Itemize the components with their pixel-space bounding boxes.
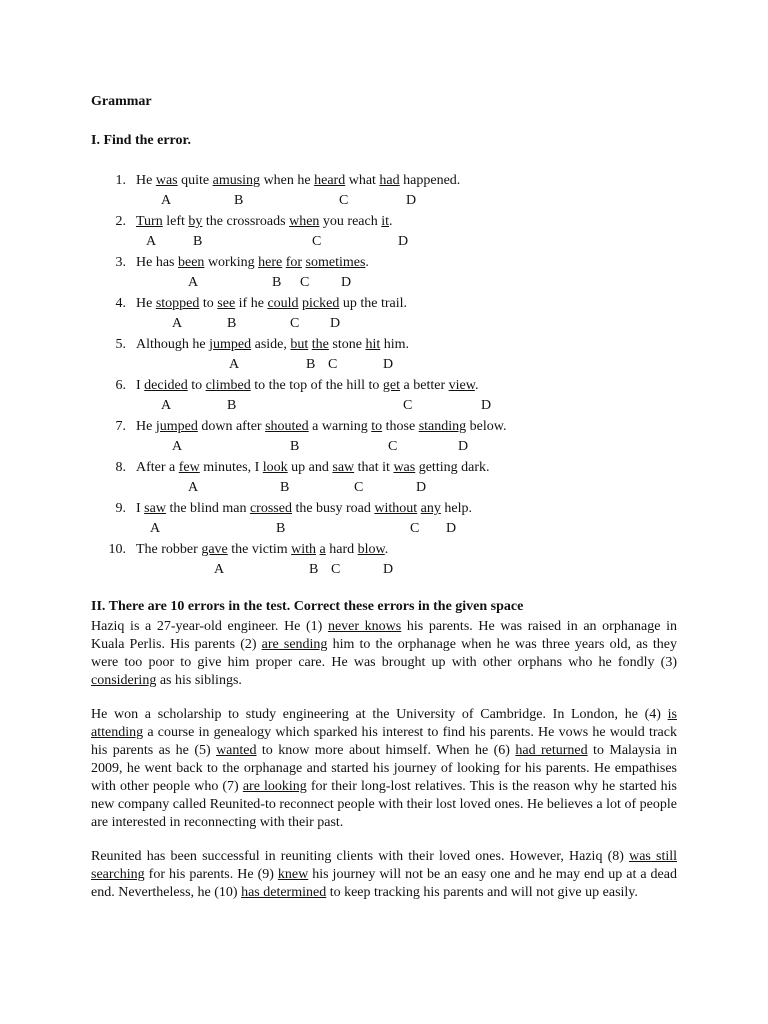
text-segment: up the trail. [339, 296, 408, 311]
option-letter: C [300, 275, 310, 290]
option-letter: D [406, 193, 417, 208]
underlined-segment: Turn [136, 214, 163, 229]
text-segment: I [136, 501, 145, 516]
page-title: Grammar [91, 94, 152, 109]
passage-paragraph-2 [91, 706, 677, 832]
item-number: 9. [115, 501, 126, 516]
text-segment: . [474, 378, 479, 393]
underlined-segment: see [217, 296, 236, 311]
text-segment: down after [197, 419, 266, 434]
text-segment: help. [440, 501, 472, 516]
underlined-segment: has determined [241, 885, 327, 900]
text-segment: . [365, 255, 369, 270]
underlined-segment: here [258, 255, 283, 270]
underlined-segment: shouted [265, 419, 309, 434]
option-letter: D [383, 562, 394, 577]
item-number: 3. [115, 255, 126, 270]
item-sentence [136, 460, 489, 475]
text-segment: hard [325, 542, 358, 557]
underlined-segment: was [155, 173, 178, 188]
underlined-segment: hit [365, 337, 381, 352]
option-letter: A [161, 398, 172, 413]
underlined-segment: are looking [242, 779, 307, 794]
item-sentence [136, 214, 393, 229]
underlined-segment: look [262, 460, 288, 475]
underlined-segment: had [379, 173, 400, 188]
option-letter: B [280, 480, 290, 495]
option-letters [0, 397, 768, 415]
underlined-segment: gave [201, 542, 228, 557]
text-segment: below. [466, 419, 507, 434]
text-segment: the blind man [165, 501, 250, 516]
item-sentence [136, 296, 407, 311]
section-1-heading: I. Find the error. [91, 133, 191, 148]
text-segment: that it [354, 460, 394, 475]
option-letter: C [388, 439, 398, 454]
section-2-heading: II. There are 10 errors in the test. Correct these errors in the given space [91, 599, 524, 614]
item-sentence [136, 501, 472, 516]
text-segment: Although he [136, 337, 210, 352]
text-segment: quite [177, 173, 213, 188]
option-letter: D [341, 275, 352, 290]
underlined-segment: are sending [261, 637, 328, 652]
text-segment: to keep tracking his parents and will not give up easily. [326, 885, 638, 900]
option-letter: A [172, 316, 183, 331]
text-segment: when he [260, 173, 315, 188]
underlined-segment: stopped [155, 296, 200, 311]
item-number: 4. [115, 296, 126, 311]
option-letters [0, 192, 768, 210]
text-segment: minutes, I [199, 460, 263, 475]
option-letter: D [481, 398, 492, 413]
text-segment: the busy road [291, 501, 375, 516]
underlined-segment: for [285, 255, 303, 270]
underlined-segment: sometimes [305, 255, 366, 270]
option-letter: B [234, 193, 244, 208]
option-letter: A [214, 562, 225, 577]
option-letter: A [172, 439, 183, 454]
text-segment: He [136, 173, 156, 188]
error-item [108, 541, 389, 559]
underlined-segment: without [374, 501, 418, 516]
option-letter: C [354, 480, 364, 495]
option-letter: C [403, 398, 413, 413]
text-segment: to [199, 296, 218, 311]
text-segment: to Malaysia in 2009, he went back to the orphanage and started his journey of looking for his parents. He empathises with other people who (7) [91, 743, 677, 794]
underlined-segment: get [382, 378, 401, 393]
text-segment: . [384, 542, 389, 557]
underlined-segment: when [289, 214, 320, 229]
text-segment: aside, [251, 337, 291, 352]
option-letters [0, 233, 768, 251]
error-item [115, 377, 479, 395]
underlined-segment: knew [277, 867, 309, 882]
text-segment: if he [235, 296, 268, 311]
underlined-segment: jumped [155, 419, 198, 434]
text-segment: He [136, 419, 156, 434]
underlined-segment: the [311, 337, 329, 352]
option-letter: C [331, 562, 341, 577]
passage-paragraph-1 [91, 618, 677, 690]
underlined-segment: amusing [212, 173, 261, 188]
option-letter: D [458, 439, 469, 454]
error-item [115, 213, 393, 231]
option-letters [0, 438, 768, 456]
text-segment: the victim [227, 542, 292, 557]
text-segment: his parents. He was raised in an orphanage in Kuala Perlis. His parents (2) [91, 619, 677, 652]
item-sentence [136, 419, 506, 434]
text-segment: as his siblings. [156, 673, 242, 688]
option-letter: B [227, 316, 237, 331]
text-segment: left [162, 214, 189, 229]
error-item [115, 295, 408, 313]
underlined-segment: never knows [327, 619, 402, 634]
text-segment: him to the orphanage when he was three years old, as they were too poor to give him proper care. He was brought up with other orphans who he fondly (3) [91, 637, 677, 670]
option-letter: D [446, 521, 457, 536]
text-segment: the crossroads [202, 214, 290, 229]
text-segment: I [136, 378, 145, 393]
text-segment: what [345, 173, 380, 188]
text-segment: to [187, 378, 206, 393]
option-letter: D [398, 234, 409, 249]
option-letter: B [309, 562, 319, 577]
underlined-segment: was still searching [91, 849, 678, 882]
underlined-segment: by [188, 214, 203, 229]
underlined-segment: a [319, 542, 326, 557]
underlined-segment: but [290, 337, 309, 352]
underlined-segment: climbed [205, 378, 251, 393]
option-letters [0, 561, 768, 579]
underlined-segment: picked [302, 296, 340, 311]
option-letter: A [188, 480, 199, 495]
underlined-segment: saw [144, 501, 166, 516]
text-segment: to the top of the hill to [250, 378, 383, 393]
option-letters [0, 315, 768, 333]
option-letter: A [146, 234, 157, 249]
text-segment: After a [136, 460, 179, 475]
item-sentence [136, 542, 388, 557]
underlined-segment: with [291, 542, 317, 557]
option-letter: C [290, 316, 300, 331]
option-letter: C [312, 234, 322, 249]
text-segment: to know more about himself. When he (6) [256, 743, 516, 758]
text-segment: working [204, 255, 259, 270]
option-letter: B [276, 521, 286, 536]
option-letter: C [410, 521, 420, 536]
underlined-segment: wanted [216, 743, 257, 758]
text-segment: . [389, 214, 393, 229]
item-number: 1. [115, 173, 126, 188]
text-segment: Reunited has been successful in reuniting clients with their loved ones. However, Haziq (8) [91, 849, 630, 864]
underlined-segment: it [381, 214, 390, 229]
underlined-segment: been [178, 255, 205, 270]
underlined-segment: few [178, 460, 200, 475]
underlined-segment: crossed [249, 501, 292, 516]
text-segment: He won a scholarship to study engineering at the University of Cambridge. In London, he (4) [91, 707, 668, 722]
item-sentence [136, 337, 409, 352]
item-sentence [136, 173, 460, 188]
option-letter: A [150, 521, 161, 536]
underlined-segment: heard [314, 173, 346, 188]
item-number: 8. [115, 460, 126, 475]
text-segment: happened. [399, 173, 461, 188]
error-item [115, 336, 409, 354]
underlined-segment: could [267, 296, 299, 311]
text-segment: Haziq is a 27-year-old engineer. He (1) [91, 619, 328, 634]
text-segment: The robber [136, 542, 202, 557]
error-item [115, 500, 472, 518]
item-number: 7. [115, 419, 126, 434]
option-letters [0, 479, 768, 497]
option-letter: B [227, 398, 237, 413]
option-letter: B [290, 439, 300, 454]
option-letter: D [416, 480, 427, 495]
underlined-segment: view [448, 378, 475, 393]
underlined-segment: decided [144, 378, 188, 393]
item-number: 6. [115, 378, 126, 393]
option-letter: A [188, 275, 199, 290]
text-segment: a course in genealogy which sparked his interest to find his parents. He vows he would track his parents as he (5) [91, 725, 677, 758]
text-segment: him. [380, 337, 409, 352]
underlined-segment: to [371, 419, 383, 434]
underlined-segment: jumped [209, 337, 252, 352]
option-letter: B [306, 357, 316, 372]
underlined-segment: considering [91, 673, 157, 688]
option-letter: D [330, 316, 341, 331]
error-item [115, 459, 490, 477]
passage-paragraph-3 [91, 848, 677, 902]
underlined-segment: standing [418, 419, 467, 434]
underlined-segment: any [420, 501, 441, 516]
text-segment: for his parents. He (9) [144, 867, 278, 882]
text-segment: those [382, 419, 419, 434]
text-segment: a warning [308, 419, 372, 434]
item-number: 2. [115, 214, 126, 229]
underlined-segment: was [393, 460, 416, 475]
text-segment: He has [136, 255, 178, 270]
text-segment: his journey will not be an easy one and he may end up at a dead end. Nevertheless, he (10) [91, 867, 677, 900]
item-number: 10. [108, 542, 126, 557]
underlined-segment: is attending [91, 707, 677, 740]
text-segment: stone [328, 337, 366, 352]
option-letter: A [229, 357, 240, 372]
option-letter: B [193, 234, 203, 249]
text-segment: a better [400, 378, 449, 393]
error-item [115, 172, 461, 190]
option-letter: A [161, 193, 172, 208]
text-segment: up and [287, 460, 333, 475]
text-segment: you reach [319, 214, 382, 229]
option-letter: D [383, 357, 394, 372]
text-segment: for their long-lost relatives. This is the reason why he started his new company called Reunited-to reconnect people with their lost loved ones. He believes a lot of people are interested in reconnecting with their past. [91, 779, 677, 830]
text-segment: He [136, 296, 156, 311]
option-letters [0, 520, 768, 538]
underlined-segment: saw [332, 460, 355, 475]
option-letter: B [272, 275, 282, 290]
underlined-segment: had returned [515, 743, 588, 758]
option-letter: C [339, 193, 349, 208]
error-item [115, 254, 369, 272]
item-number: 5. [115, 337, 126, 352]
option-letters [0, 274, 768, 292]
text-segment: getting dark. [415, 460, 490, 475]
item-sentence [136, 378, 478, 393]
underlined-segment: blow [357, 542, 385, 557]
option-letter: C [328, 357, 338, 372]
error-item [115, 418, 507, 436]
item-sentence [136, 255, 369, 270]
option-letters [0, 356, 768, 374]
